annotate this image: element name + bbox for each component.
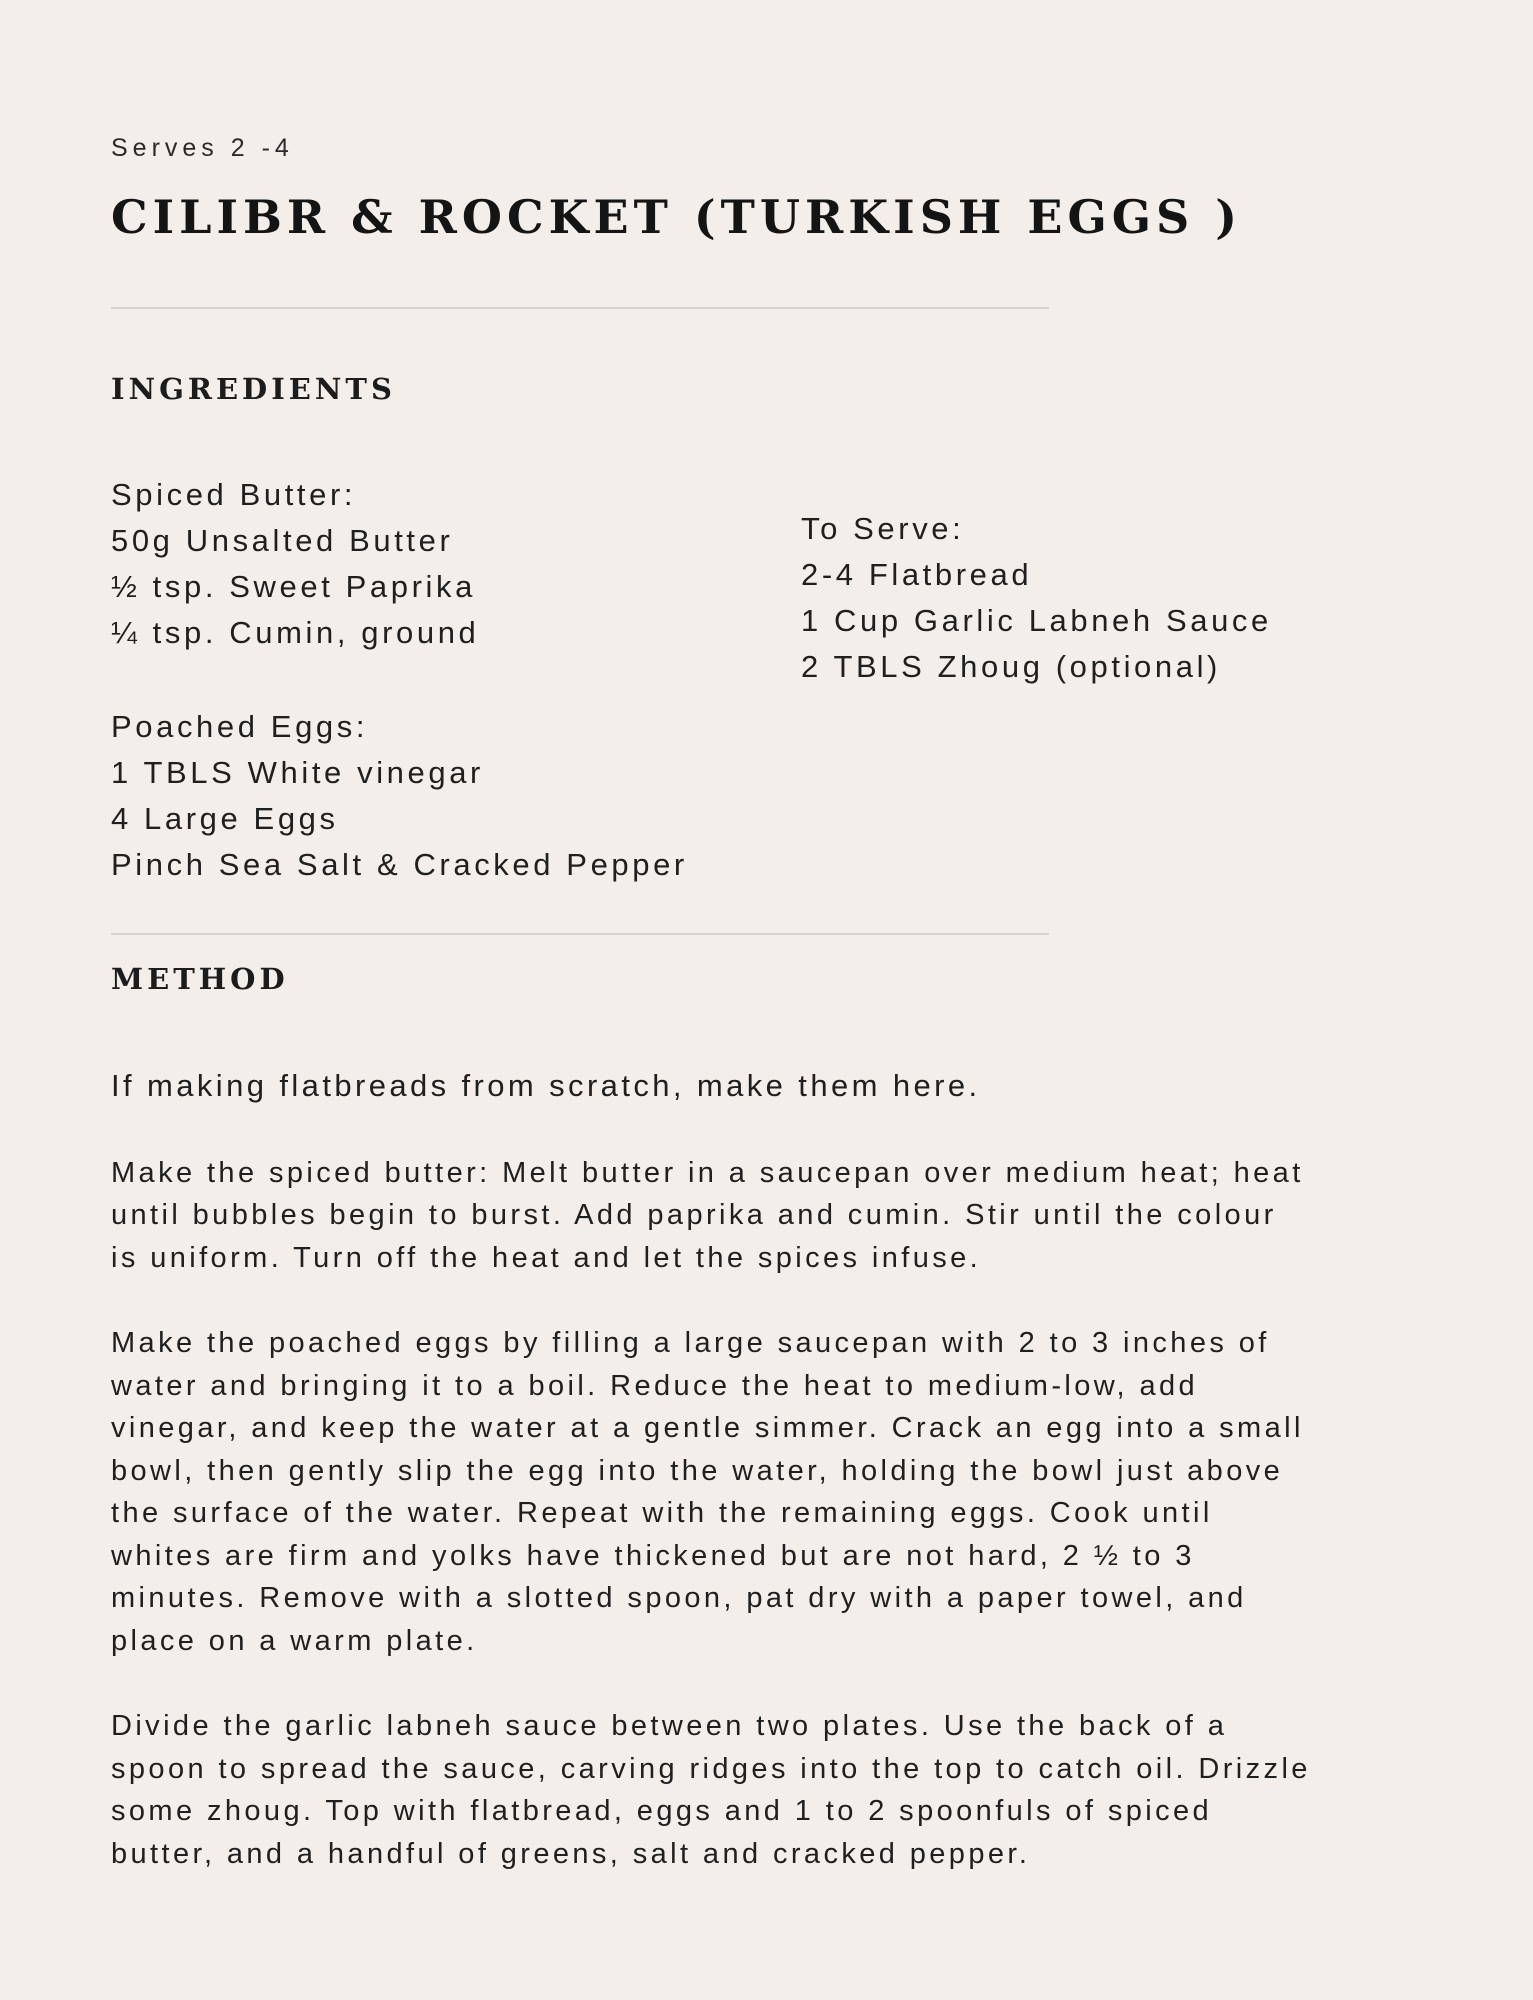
- ingredient-group-spiced-butter: [111, 472, 479, 656]
- method-line: Divide the garlic labneh sauce between two plates. Use the back of a: [111, 1710, 1228, 1742]
- ingredients-heading: INGREDIENTS: [111, 372, 396, 406]
- method-line: some zhoug. Top with flatbread, eggs and 1 to 2 spoonfuls of spiced: [111, 1795, 1213, 1827]
- method-line: butter, and a handful of greens, salt and cracked pepper.: [111, 1837, 1031, 1870]
- method-steps: [111, 1065, 1411, 1918]
- method-line: whites are firm and yolks have thickened but are not hard, 2 ½ to 3: [111, 1539, 1195, 1572]
- method-line: until bubbles begin to burst. Add paprika and cumin. Stir until the colour: [111, 1199, 1277, 1231]
- method-line: water and bringing it to a boil. Reduce the heat to medium-low, add: [111, 1369, 1199, 1402]
- ingredient-item: 2-4 Flatbread: [801, 557, 1033, 592]
- method-paragraph: [111, 1152, 1411, 1280]
- method-paragraph: [111, 1705, 1411, 1875]
- method-line: is uniform. Turn off the heat and let the spices infuse.: [111, 1241, 982, 1274]
- ingredient-item: 2 TBLS Zhoug (optional): [801, 649, 1221, 684]
- ingredient-item: 1 TBLS White vinegar: [111, 755, 484, 790]
- ingredient-item: 1 Cup Garlic Labneh Sauce: [801, 603, 1272, 638]
- method-line: Make the spiced butter: Melt butter in a saucepan over medium heat; heat: [111, 1156, 1304, 1189]
- ingredient-group-poached-eggs: [111, 704, 688, 888]
- ingredient-item: 50g Unsalted Butter: [111, 523, 454, 558]
- ingredient-item: ¼ tsp. Cumin, ground: [111, 615, 480, 650]
- recipe-title: CILIBR & ROCKET (TURKISH EGGS ): [111, 190, 1243, 244]
- ingredient-group-label: Poached Eggs:: [111, 709, 369, 744]
- method-line: minutes. Remove with a slotted spoon, pat dry with a paper towel, and: [111, 1582, 1247, 1614]
- divider-method: [111, 933, 1049, 935]
- method-line: bowl, then gently slip the egg into the water, holding the bowl just above: [111, 1454, 1284, 1487]
- serves-label: Serves 2 -4: [111, 134, 294, 162]
- ingredient-item: 4 Large Eggs: [111, 801, 339, 836]
- method-line: Make the poached eggs by filling a large saucepan with 2 to 3 inches of: [111, 1327, 1270, 1359]
- method-paragraph: [111, 1065, 1411, 1108]
- method-heading: METHOD: [111, 962, 289, 996]
- ingredient-group-label: To Serve:: [801, 511, 965, 546]
- ingredient-group-label: Spiced Butter:: [111, 477, 357, 512]
- ingredient-group-to-serve: [801, 506, 1272, 690]
- method-line: If making flatbreads from scratch, make them here.: [111, 1068, 981, 1103]
- ingredient-item: ½ tsp. Sweet Paprika: [111, 569, 476, 604]
- method-line: vinegar, and keep the water at a gentle simmer. Crack an egg into a small: [111, 1412, 1304, 1444]
- method-line: the surface of the water. Repeat with the remaining eggs. Cook until: [111, 1497, 1213, 1529]
- ingredient-item: Pinch Sea Salt & Cracked Pepper: [111, 847, 688, 882]
- method-line: spoon to spread the sauce, carving ridges into the top to catch oil. Drizzle: [111, 1752, 1311, 1785]
- method-paragraph: [111, 1322, 1411, 1662]
- divider-top: [111, 307, 1049, 309]
- method-line: place on a warm plate.: [111, 1624, 478, 1657]
